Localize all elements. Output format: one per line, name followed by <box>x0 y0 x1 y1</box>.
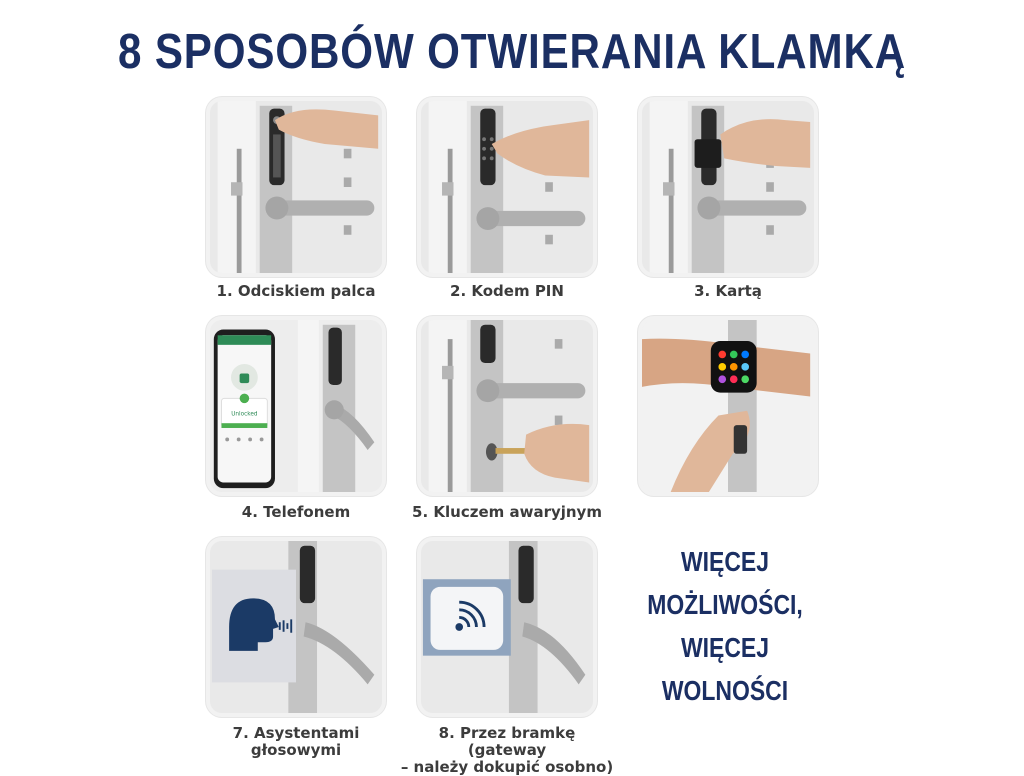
keypad-icon <box>421 101 593 273</box>
method-card-card <box>638 97 818 277</box>
method-caption-3: 3. Kartą <box>694 282 762 300</box>
card-icon <box>642 101 814 273</box>
method-caption-7-line1: 7. Asystentami <box>232 724 360 742</box>
promo-line-1: WIĘCEJ <box>680 546 770 577</box>
phone-status-text: Unlocked <box>231 411 258 418</box>
promo-slogan <box>647 540 803 712</box>
method-card-key <box>417 316 597 496</box>
smartwatch-icon <box>642 320 814 492</box>
method-card-voice <box>206 537 386 717</box>
method-caption-7 <box>186 725 406 759</box>
method-caption-8-line1: 8. Przez bramkę (gateway <box>438 724 576 759</box>
method-caption-1: 1. Odciskiem palca <box>216 282 376 300</box>
phone-icon <box>210 320 382 492</box>
wireless-gateway-icon <box>421 541 593 713</box>
method-caption-8 <box>397 725 617 776</box>
method-caption-5: 5. Kluczem awaryjnym <box>412 503 602 521</box>
method-caption-4: 4. Telefonem <box>241 503 351 521</box>
promo-line-2: MOŻLIWOŚCI, <box>647 589 803 620</box>
method-card-gateway <box>417 537 597 717</box>
method-caption-7-line2: głosowymi <box>250 741 342 759</box>
method-card-smartwatch <box>638 316 818 496</box>
promo-line-4: WOLNOŚCI <box>661 675 789 706</box>
promo-line-3: WIĘCEJ <box>680 632 770 663</box>
voice-assistant-icon <box>210 541 382 713</box>
method-card-fingerprint <box>206 97 386 277</box>
method-card-pin <box>417 97 597 277</box>
fingerprint-icon <box>210 101 382 273</box>
key-icon <box>421 320 593 492</box>
page-title: 8 SPOSOBÓW OTWIERANIA KLAMKĄ <box>117 25 907 79</box>
method-card-phone <box>206 316 386 496</box>
method-caption-8-line2: – należy dokupić osobno) <box>400 758 614 776</box>
method-caption-2: 2. Kodem PIN <box>450 282 564 300</box>
